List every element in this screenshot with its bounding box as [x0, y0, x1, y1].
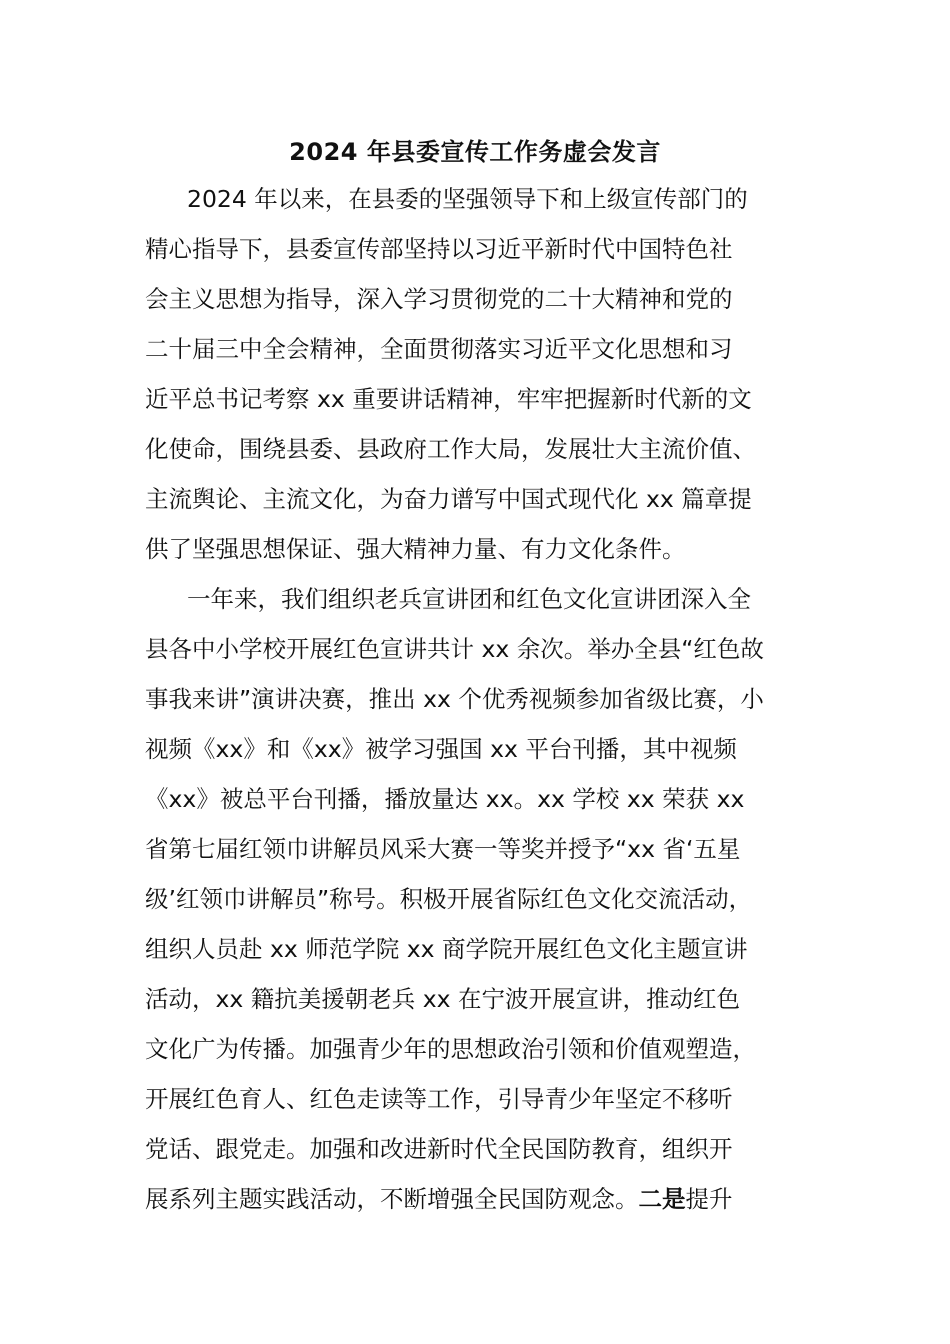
paragraph-1-line-4: 二十届三中全会精神，全面贯彻落实习近平文化思想和习 — [145, 335, 733, 363]
paragraph-1-line-6: 化使命，围绕县委、县政府工作大局，发展壮大主流价值、 — [145, 435, 756, 463]
paragraph-2-line-3: 事我来讲”演讲决赛，推出 xx 个优秀视频参加省级比赛，小 — [145, 685, 764, 713]
paragraph-2-line-8: 组织人员赴 xx 师范学院 xx 商学院开展红色文化主题宣讲 — [145, 935, 748, 963]
paragraph-2-line-5: 《xx》被总平台刊播，播放量达 xx。xx 学校 xx 荣获 xx — [145, 785, 745, 813]
paragraph-1-line-2: 精心指导下，县委宣传部坚持以习近平新时代中国特色社 — [145, 235, 733, 263]
paragraph-2-line-2: 县各中小学校开展红色宣讲共计 xx 余次。举办全县“红色故 — [145, 635, 764, 663]
paragraph-2-line-11: 开展红色育人、红色走读等工作，引导青少年坚定不移听 — [145, 1085, 733, 1113]
last-line-text: 展系列主题实践活动，不断增强全民国防观念。 — [145, 1185, 639, 1213]
paragraph-1-line-1: 2024 年以来，在县委的坚强领导下和上级宣传部门的 — [187, 185, 748, 213]
paragraph-2-line-4: 视频《xx》和《xx》被学习强国 xx 平台刊播，其中视频 — [145, 735, 737, 763]
paragraph-2-line-7: 级’红领巾讲解员”称号。积极开展省际红色文化交流活动， — [145, 885, 753, 913]
paragraph-2-line-13 — [145, 1174, 810, 1224]
paragraph-2-line-6: 省第七届红领巾讲解员风采大赛一等奖并授予“xx 省‘五星 — [145, 835, 741, 863]
section-marker-bold: 二是 — [638, 1185, 686, 1213]
paragraph-2-line-1: 一年来，我们组织老兵宣讲团和红色文化宣讲团深入全 — [187, 585, 751, 613]
paragraph-1-line-3: 会主义思想为指导，深入学习贯彻党的二十大精神和党的 — [145, 285, 733, 313]
paragraph-2-line-10: 文化广为传播。加强青少年的思想政治引领和价值观塑造， — [145, 1035, 756, 1063]
document-title: 2024 年县委宣传工作务虚会发言 — [289, 138, 661, 166]
paragraph-1-line-5: 近平总书记考察 xx 重要讲话精神，牢牢把握新时代新的文 — [145, 385, 752, 413]
paragraph-2-line-9: 活动，xx 籍抗美援朝老兵 xx 在宁波开展宣讲，推动红色 — [145, 985, 741, 1013]
last-line-suffix: 提升 — [685, 1185, 733, 1213]
paragraph-2-line-12: 党话、跟党走。加强和改进新时代全民国防教育，组织开 — [145, 1135, 733, 1163]
paragraph-1-line-7: 主流舆论、主流文化，为奋力谱写中国式现代化 xx 篇章提 — [145, 485, 752, 513]
document-body — [145, 174, 810, 1224]
paragraph-1-line-8: 供了坚强思想保证、强大精神力量、有力文化条件。 — [145, 535, 686, 563]
